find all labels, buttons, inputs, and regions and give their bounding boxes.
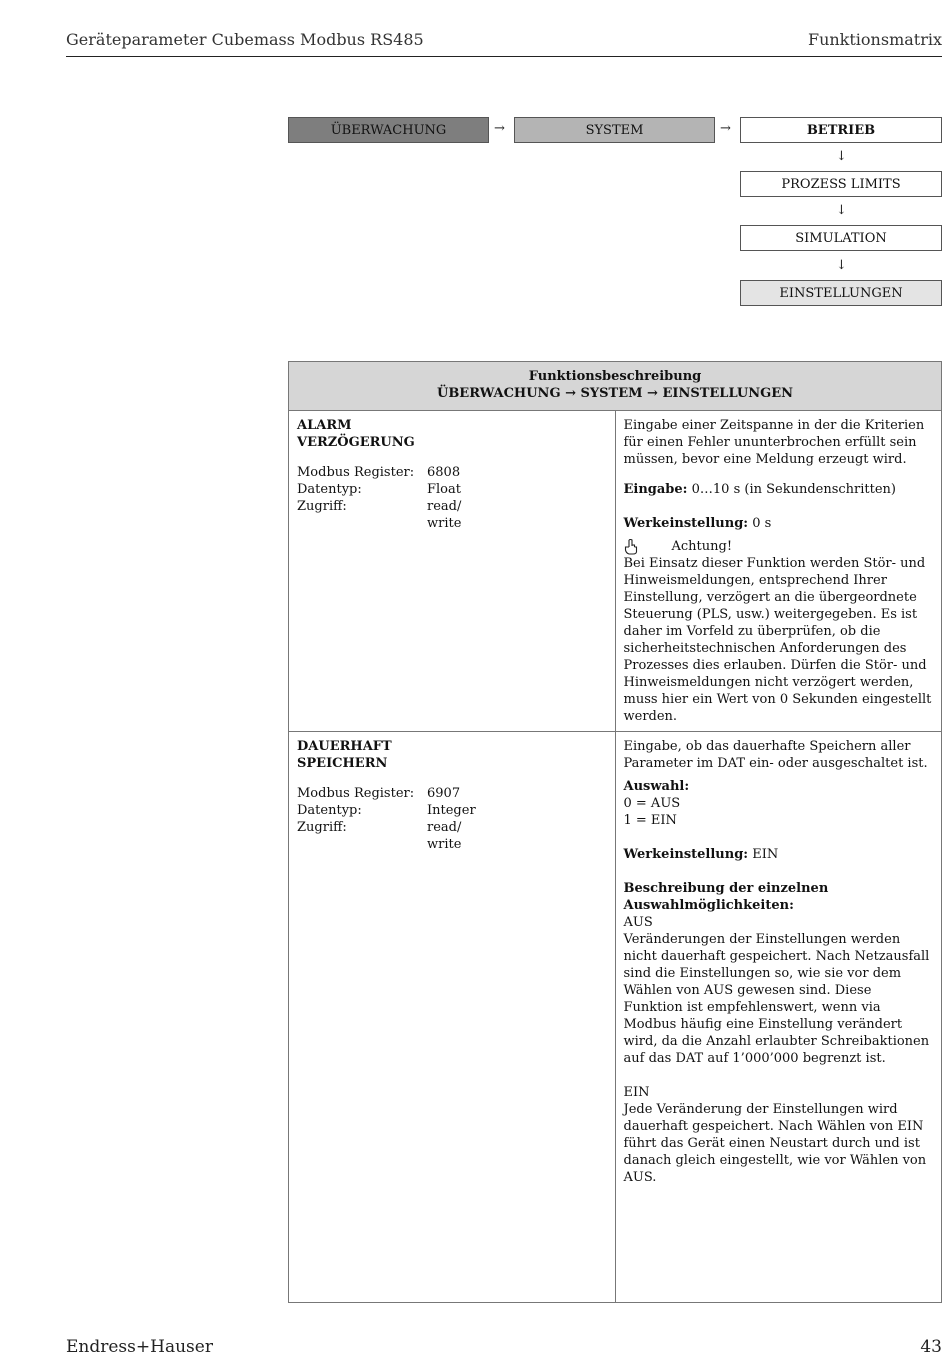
arrow-down-icon: ↓ bbox=[836, 149, 847, 164]
nav-box-ueberwachung: ÜBERWACHUNG bbox=[288, 117, 489, 143]
register-value: 6907 bbox=[427, 786, 461, 801]
nav-box-betrieb: BETRIEB bbox=[740, 117, 942, 143]
nav-box-prozess-limits: PROZESS LIMITS bbox=[740, 171, 942, 197]
description-intro: Eingabe einer Zeitspanne in der die Kriterien für einen Fehler ununterbrochen erfüllt sein müssen, bevor eine Meldung erzeugt wird. bbox=[623, 418, 925, 467]
option-ein-text: Jede Veränderung der Einstellungen wird dauerhaft gespeichert. Nach Wählen von EIN führt das Gerät einen Neustart durch und ist danach gleich eingestellt, wie vor Wählen von AUS. bbox=[623, 1102, 927, 1185]
access-value: read/ write bbox=[427, 820, 462, 852]
function-description-table bbox=[288, 361, 942, 1303]
description-cell bbox=[615, 411, 942, 732]
datatype-value: Float bbox=[427, 482, 461, 497]
option-aus-text: Veränderungen der Einstellungen werden nicht dauerhaft gespeichert. Nach Netzausfall sind die Einstellungen so, wie sie vor dem Wählen von AUS gewesen sind. Diese Funktion ist empfehlenswert, wenn via Modbus häufig eine Einstellung verändert wird, da die Anzahl erlaubter Schreibaktionen auf das DAT auf 1’000’000 begrenzt ist. bbox=[623, 932, 930, 1066]
selection-option: 1 = EIN bbox=[623, 813, 677, 828]
default-setting: Werkeinstellung: 0 s bbox=[623, 516, 772, 531]
parameter-name: DAUERHAFT SPEICHERN bbox=[297, 739, 392, 771]
nav-box-simulation: SIMULATION bbox=[740, 225, 942, 251]
register-info: Modbus Register: 6808 Datentyp: Float Zugriff: read/ write bbox=[297, 464, 607, 532]
input-range: Eingabe: 0…10 s (in Sekundenschritten) bbox=[623, 482, 897, 497]
parameter-cell bbox=[289, 732, 616, 1303]
nav-box-system: SYSTEM bbox=[514, 117, 715, 143]
access-value: read/ write bbox=[427, 499, 462, 531]
table-row bbox=[289, 732, 942, 1303]
register-value: 6808 bbox=[427, 465, 461, 480]
table-header bbox=[289, 362, 942, 411]
table-header-title: Funktionsbeschreibung bbox=[528, 369, 702, 384]
default-setting: Werkeinstellung: EIN bbox=[623, 847, 779, 862]
warning-title: Achtung! bbox=[671, 539, 733, 554]
parameter-name: ALARM VERZÖGERUNG bbox=[297, 418, 415, 450]
header-rule bbox=[66, 56, 942, 57]
table-row bbox=[289, 411, 942, 732]
page-number: 43 bbox=[920, 1337, 942, 1357]
selection-label: Auswahl: bbox=[623, 779, 690, 794]
warning-text: Bei Einsatz dieser Funktion werden Stör- und Hinweismeldungen, entsprechend Ihrer Einstellung, verzögert an die übergeordnete Steuerung (PLS, usw.) weitergegeben. Es ist daher im Vorfeld zu überprüfen, ob die sicherheitstechnischen Anforderungen des Prozesses dies erlauben. Dürfen die Stör- und Hinweismeldungen nicht verzögert werden, muss hier ein Wert von 0 Sekunden eingestellt werden. bbox=[623, 556, 932, 724]
arrow-right-icon: → bbox=[494, 121, 505, 136]
pointing-hand-icon bbox=[624, 539, 638, 555]
option-aus-title: AUS bbox=[623, 915, 653, 930]
parameter-cell bbox=[289, 411, 616, 732]
options-description-label: Beschreibung der einzelnen Auswahlmöglichkeiten: bbox=[623, 881, 829, 913]
arrow-down-icon: ↓ bbox=[836, 258, 847, 273]
selection-option: 0 = AUS bbox=[623, 796, 681, 811]
arrow-right-icon: → bbox=[720, 121, 731, 136]
option-ein-title: EIN bbox=[623, 1085, 650, 1100]
description-cell bbox=[615, 732, 942, 1303]
description-intro: Eingabe, ob das dauerhafte Speichern aller Parameter im DAT ein- oder ausgeschaltet ist. bbox=[623, 739, 928, 771]
datatype-value: Integer bbox=[427, 803, 476, 818]
document-title: Geräteparameter Cubemass Modbus RS485 bbox=[66, 30, 424, 49]
warning-note bbox=[624, 538, 934, 555]
arrow-down-icon: ↓ bbox=[836, 203, 847, 218]
register-info: Modbus Register: 6907 Datentyp: Integer Zugriff: read/ write bbox=[297, 785, 607, 853]
brand-name: Endress+Hauser bbox=[66, 1337, 213, 1357]
section-title: Funktionsmatrix bbox=[807, 30, 942, 49]
table-header-path: ÜBERWACHUNG → SYSTEM → EINSTELLUNGEN bbox=[436, 386, 793, 401]
nav-box-einstellungen: EINSTELLUNGEN bbox=[740, 280, 942, 306]
